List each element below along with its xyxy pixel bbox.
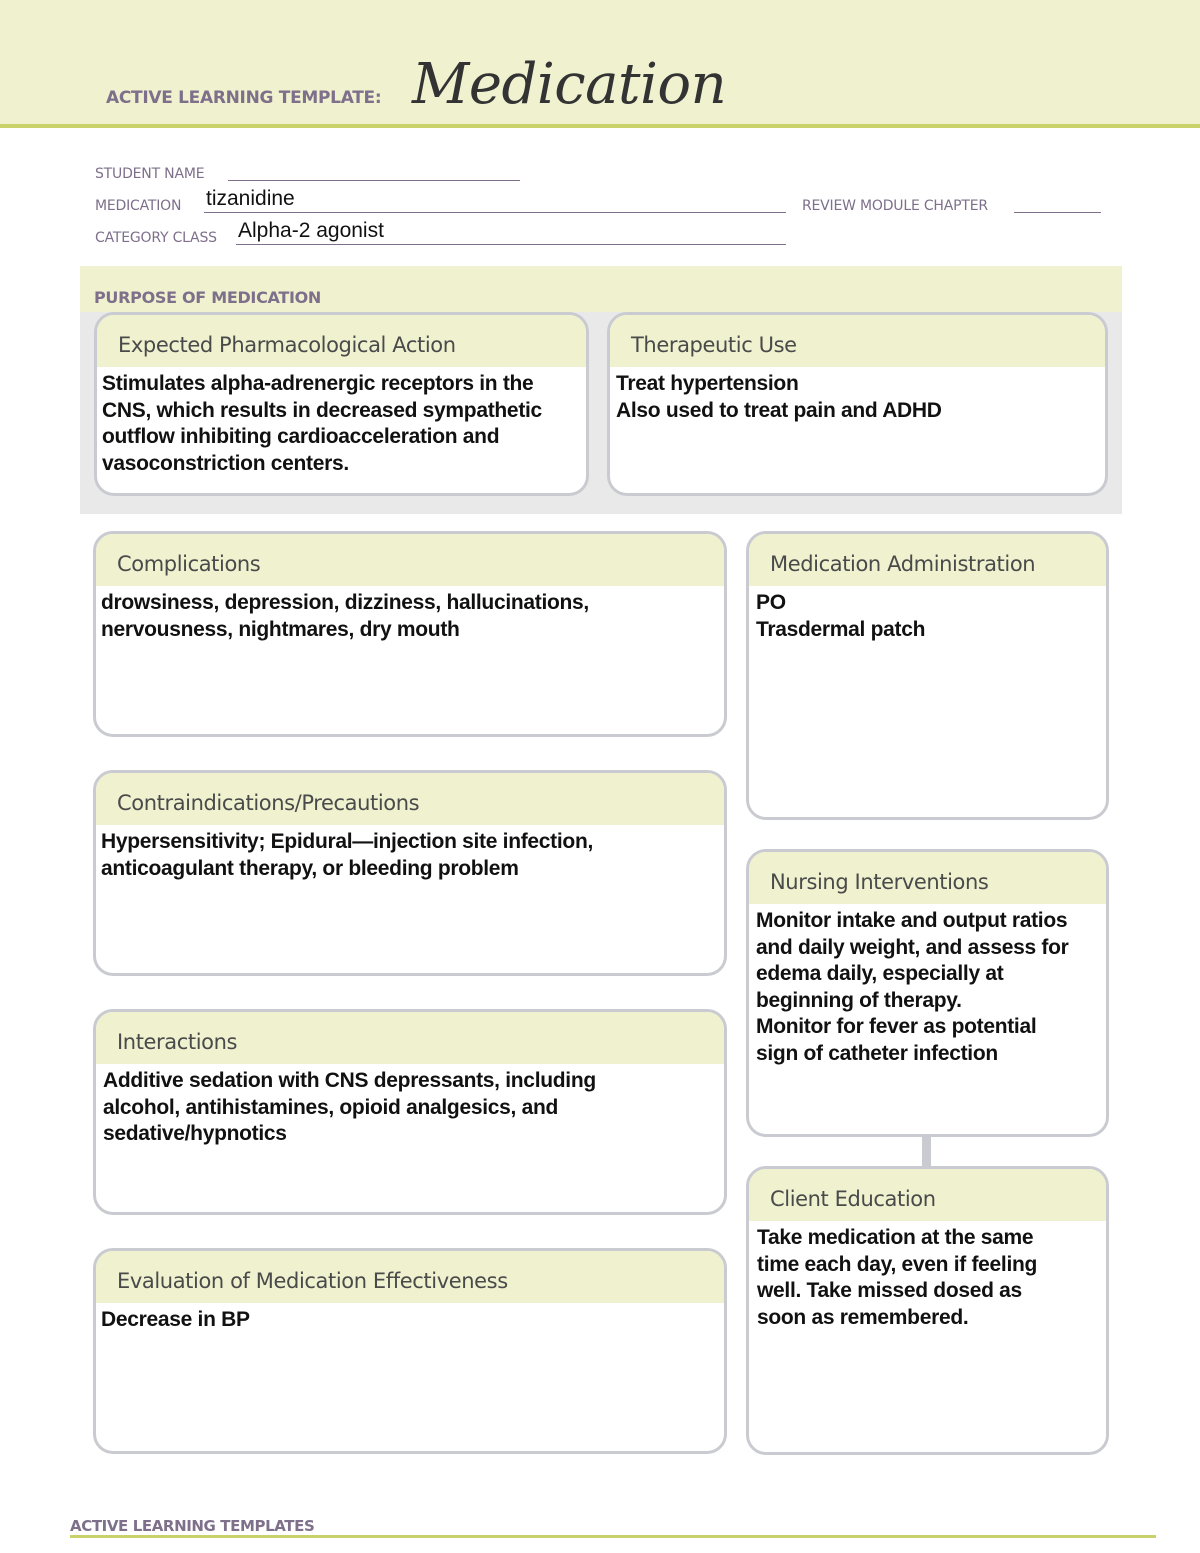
contraindications-text[interactable] (96, 825, 724, 882)
text-line: Decrease in BP (101, 1308, 250, 1331)
client-education-text[interactable] (749, 1221, 1106, 1331)
text-line: anticoagulant therapy, or bleeding problem (101, 856, 519, 880)
student-name-line (228, 180, 520, 181)
text-line: Take medication at the same (757, 1226, 1034, 1249)
text-line: Treat hypertension (616, 372, 799, 395)
header-rule (0, 124, 1200, 128)
category-class-field[interactable]: Alpha-2 agonist (238, 219, 384, 242)
text-line: CNS, which results in decreased sympathetic (102, 398, 542, 422)
text-line: sign of catheter infection (756, 1041, 998, 1065)
evaluation-card (93, 1248, 727, 1454)
text-line: sedative/hypnotics (103, 1122, 287, 1145)
contraindications-card (93, 770, 727, 976)
text-line: edema daily, especially at (756, 962, 1004, 985)
student-name-label: STUDENT NAME (95, 166, 205, 182)
category-class-label: CATEGORY CLASS (95, 230, 217, 246)
medication-field[interactable]: tizanidine (206, 187, 295, 210)
client-education-card (746, 1166, 1109, 1455)
text-line: time each day, even if feeling (757, 1252, 1038, 1276)
complications-title: Complications (96, 534, 724, 586)
pharm-action-card (94, 312, 589, 496)
interactions-text[interactable] (96, 1064, 724, 1148)
text-line: beginning of therapy. (756, 988, 962, 1012)
text-line: Additive sedation with CNS depressants, including (103, 1069, 596, 1092)
pharm-action-title: Expected Pharmacological Action (97, 315, 586, 367)
interactions-title: Interactions (96, 1012, 724, 1064)
review-module-line (1014, 212, 1101, 213)
text-line: Monitor for fever as potential (756, 1015, 1037, 1038)
text-line: alcohol, antihistamines, opioid analgesics, and (103, 1095, 559, 1119)
med-admin-text[interactable] (749, 586, 1106, 643)
text-line: Hypersensitivity; Epidural—injection site infection, (101, 830, 593, 853)
client-education-title: Client Education (749, 1169, 1106, 1221)
therapeutic-use-card (607, 312, 1108, 496)
text-line: nervousness, nightmares, dry mouth (101, 617, 460, 641)
medication-label: MEDICATION (95, 198, 182, 214)
therapeutic-use-title: Therapeutic Use (610, 315, 1105, 367)
footer-label: ACTIVE LEARNING TEMPLATES (70, 1517, 315, 1535)
connector-bar (922, 1135, 931, 1167)
evaluation-title: Evaluation of Medication Effectiveness (96, 1251, 724, 1303)
med-admin-card (746, 531, 1109, 820)
text-line: Monitor intake and output ratios (756, 909, 1068, 932)
text-line: soon as remembered. (757, 1305, 969, 1329)
contraindications-title: Contraindications/Precautions (96, 773, 724, 825)
med-admin-title: Medication Administration (749, 534, 1106, 586)
text-line: well. Take missed dosed as (757, 1279, 1022, 1302)
category-class-line (236, 244, 786, 245)
therapeutic-use-text[interactable] (610, 367, 1105, 424)
review-module-label: REVIEW MODULE CHAPTER (802, 198, 988, 214)
purpose-label: PURPOSE OF MEDICATION (94, 288, 322, 307)
nursing-card (746, 849, 1109, 1137)
text-line: drowsiness, depression, dizziness, hallucinations, (101, 591, 589, 614)
text-line: PO (756, 591, 786, 614)
template-label: ACTIVE LEARNING TEMPLATE: (106, 88, 382, 108)
footer-rule (70, 1535, 1156, 1538)
text-line: and daily weight, and assess for (756, 935, 1069, 959)
complications-card (93, 531, 727, 737)
text-line: vasoconstriction centers. (102, 451, 349, 475)
page-title: Medication (412, 52, 727, 117)
evaluation-text[interactable] (96, 1303, 724, 1334)
interactions-card (93, 1009, 727, 1215)
nursing-title: Nursing Interventions (749, 852, 1106, 904)
text-line: Stimulates alpha-adrenergic receptors in the (102, 372, 534, 395)
nursing-text[interactable] (749, 904, 1106, 1067)
text-line: Trasdermal patch (756, 617, 926, 641)
pharm-action-text[interactable] (97, 367, 586, 477)
text-line: outflow inhibiting cardioacceleration and (102, 425, 500, 448)
complications-text[interactable] (96, 586, 724, 643)
text-line: Also used to treat pain and ADHD (616, 398, 942, 422)
medication-line (204, 212, 786, 213)
